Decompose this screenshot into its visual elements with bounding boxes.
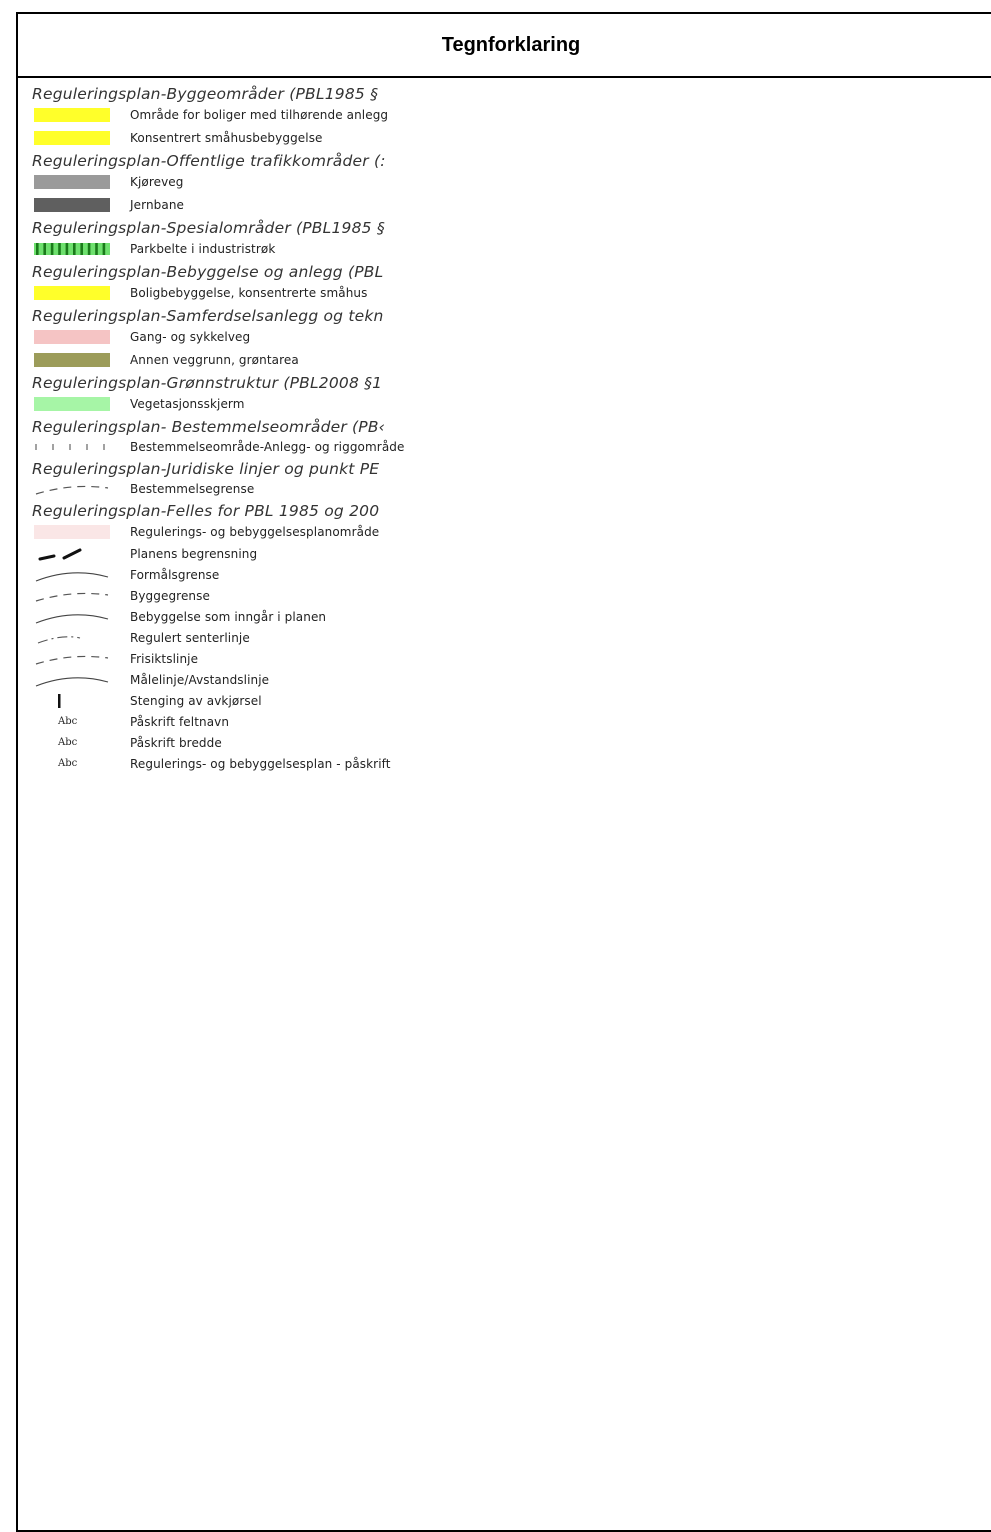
- legend-item: [32, 627, 512, 648]
- legend-swatch: [34, 353, 110, 367]
- legend-title: Tegnforklaring: [18, 14, 991, 78]
- legend-symbol: [32, 524, 112, 540]
- legend-item-label: Regulerings- og bebyggelsesplan - påskrift: [130, 756, 391, 771]
- legend-swatch: [34, 108, 110, 122]
- legend-symbol: [32, 439, 112, 455]
- legend-item: [32, 564, 512, 585]
- legend-symbol: [32, 396, 112, 412]
- legend-symbol: [32, 651, 112, 667]
- legend-symbol: [32, 285, 112, 301]
- legend-swatch: [34, 131, 110, 145]
- legend-item: [32, 732, 512, 753]
- legend-item: [32, 606, 512, 627]
- legend-item: [32, 170, 512, 193]
- legend-swatch: [34, 525, 110, 539]
- legend-item: [32, 392, 512, 415]
- legend-item: [32, 585, 512, 606]
- legend-line-symbol: [32, 651, 112, 667]
- legend-group-title: Reguleringsplan-Grønnstruktur (PBL2008 §1: [32, 374, 383, 392]
- legend-group-title: Reguleringsplan-Bebyggelse og anlegg (PBL: [32, 263, 384, 281]
- legend-swatch: [34, 286, 110, 300]
- legend-swatch: [34, 397, 110, 411]
- legend-symbol: [32, 329, 112, 345]
- legend-item: [32, 520, 512, 543]
- legend-item-label: Kjøreveg: [130, 174, 184, 189]
- legend-group-title: Reguleringsplan-Juridiske linjer og punkt PE: [32, 460, 380, 478]
- legend-line-symbol: [32, 672, 112, 688]
- legend-symbol: [32, 609, 112, 625]
- legend-group-title: Reguleringsplan-Samferdselsanlegg og tekn: [32, 307, 384, 325]
- legend-item: [32, 436, 512, 457]
- legend-symbol: [32, 130, 112, 146]
- legend-symbol: [32, 588, 112, 604]
- legend-symbol: [32, 693, 112, 709]
- legend-item-label: Påskrift feltnavn: [130, 714, 230, 729]
- legend-item-label: Parkbelte i industristrøk: [130, 241, 276, 256]
- legend-symbol: [32, 481, 112, 497]
- legend-item: [32, 543, 512, 564]
- legend-item: [32, 348, 512, 371]
- legend-line-symbol: [32, 546, 112, 562]
- legend-item-label: Boligbebyggelse, konsentrerte småhus: [130, 285, 368, 300]
- legend-line-symbol: [32, 609, 112, 625]
- legend-item: [32, 193, 512, 216]
- legend-symbol: [32, 756, 112, 772]
- legend-item-label: Målelinje/Avstandslinje: [130, 672, 270, 687]
- legend-item-label: Frisiktslinje: [130, 651, 199, 666]
- legend-item: [32, 478, 512, 499]
- legend-item-label: Formålsgrense: [130, 567, 220, 582]
- legend-text-sample: Abc: [58, 716, 78, 727]
- legend-item-label: Regulert senterlinje: [130, 630, 250, 645]
- legend-list: [18, 78, 512, 774]
- legend-symbol: [32, 567, 112, 583]
- legend-symbol: [32, 197, 112, 213]
- legend-frame: [16, 12, 991, 1532]
- legend-item-label: Planens begrensning: [130, 546, 258, 561]
- legend-item-label: Vegetasjonsskjerm: [130, 396, 245, 411]
- legend-swatch: [34, 330, 110, 344]
- legend-item: [32, 237, 512, 260]
- legend-item: [32, 325, 512, 348]
- legend-item-label: Annen veggrunn, grøntarea: [130, 352, 299, 367]
- legend-item: [32, 281, 512, 304]
- legend-item-label: Byggegrense: [130, 588, 210, 603]
- legend-item-label: Stenging av avkjørsel: [130, 693, 262, 708]
- legend-symbol: [32, 735, 112, 751]
- legend-item-label: Område for boliger med tilhørende anlegg: [130, 107, 389, 122]
- legend-item: [32, 753, 512, 774]
- legend-symbol: [32, 241, 112, 257]
- legend-group-title: Reguleringsplan-Spesialområder (PBL1985 §: [32, 219, 385, 237]
- legend-line-symbol: [32, 693, 112, 709]
- legend-item-label: Gang- og sykkelveg: [130, 329, 251, 344]
- legend-item-label: Regulerings- og bebyggelsesplanområde: [130, 524, 380, 539]
- legend-symbol: [32, 672, 112, 688]
- legend-swatch: [34, 198, 110, 212]
- legend-line-symbol: [32, 439, 112, 455]
- legend-symbol: [32, 714, 112, 730]
- legend-symbol: [32, 352, 112, 368]
- legend-line-symbol: [32, 241, 112, 257]
- legend-item-label: Konsentrert småhusbebyggelse: [130, 130, 323, 145]
- legend-text-sample: Abc: [58, 758, 78, 769]
- legend-group-title: Reguleringsplan- Bestemmelseområder (PB‹: [32, 418, 386, 436]
- legend-symbol: [32, 107, 112, 123]
- legend-group-title: Reguleringsplan-Offentlige trafikkområder (:: [32, 152, 386, 170]
- legend-text-sample: Abc: [58, 737, 78, 748]
- legend-item: [32, 669, 512, 690]
- legend-item: [32, 711, 512, 732]
- legend-item-label: Bebyggelse som inngår i planen: [130, 609, 327, 624]
- legend-item: [32, 648, 512, 669]
- legend-item: [32, 126, 512, 149]
- legend-line-symbol: [32, 567, 112, 583]
- legend-item: [32, 103, 512, 126]
- legend-symbol: [32, 630, 112, 646]
- legend-symbol: [32, 546, 112, 562]
- legend-group-title: Reguleringsplan-Byggeområder (PBL1985 §: [32, 85, 379, 103]
- legend-swatch: [34, 175, 110, 189]
- legend-line-symbol: [32, 630, 112, 646]
- legend-symbol: [32, 174, 112, 190]
- legend-item: [32, 690, 512, 711]
- legend-item-label: Jernbane: [130, 197, 185, 212]
- legend-group-title: Reguleringsplan-Felles for PBL 1985 og 200: [32, 502, 380, 520]
- legend-item-label: Bestemmelsegrense: [130, 481, 255, 496]
- legend-line-symbol: [32, 588, 112, 604]
- legend-item-label: Bestemmelseområde-Anlegg- og riggområde: [130, 439, 405, 454]
- legend-item-label: Påskrift bredde: [130, 735, 222, 750]
- legend-line-symbol: [32, 481, 112, 497]
